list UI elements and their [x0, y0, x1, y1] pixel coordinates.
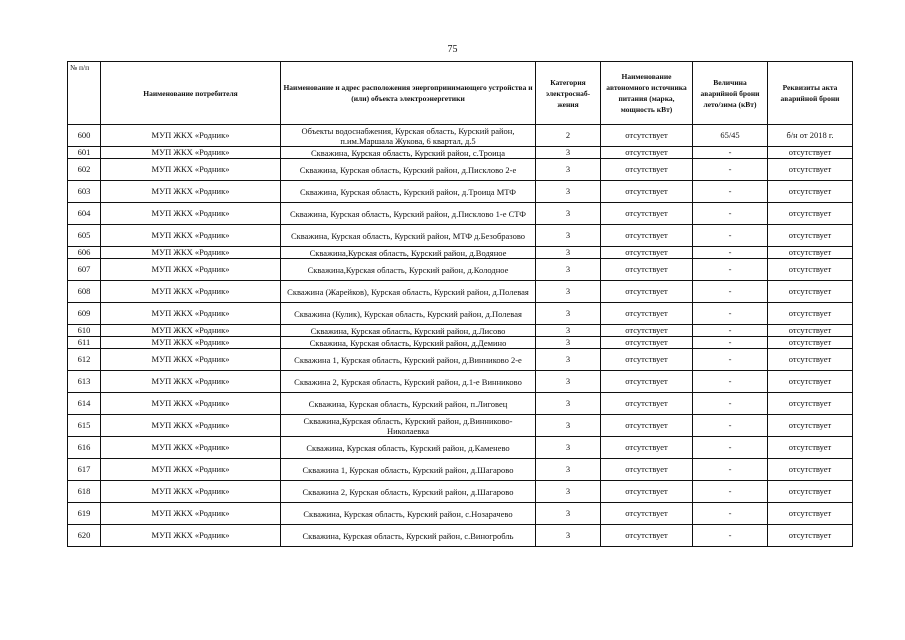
table-row [68, 459, 853, 481]
facilities-table [67, 61, 853, 547]
cell-autonomous-source: отсутствует [601, 259, 693, 281]
cell-autonomous-source: отсутствует [601, 181, 693, 203]
table-header-row [68, 62, 853, 125]
cell-emergency-reserve: - [693, 349, 768, 371]
cell-consumer: МУП ЖКХ «Родник» [101, 503, 281, 525]
table-row [68, 225, 853, 247]
table-row [68, 481, 853, 503]
cell-emergency-reserve: - [693, 393, 768, 415]
cell-address: Объекты водоснабжения, Курская область, Курский район, п.им.Маршала Жукова, 6 квартал, д.5 [281, 125, 536, 147]
cell-address: Скважина, Курская область, Курский район, д.Каменево [281, 437, 536, 459]
table-row [68, 159, 853, 181]
cell-category: 3 [536, 437, 601, 459]
cell-consumer: МУП ЖКХ «Родник» [101, 247, 281, 259]
cell-act-details: отсутствует [768, 393, 853, 415]
cell-autonomous-source: отсутствует [601, 203, 693, 225]
cell-num: 613 [68, 371, 101, 393]
cell-emergency-reserve: - [693, 159, 768, 181]
cell-emergency-reserve: - [693, 415, 768, 437]
cell-autonomous-source: отсутствует [601, 371, 693, 393]
cell-num: 614 [68, 393, 101, 415]
cell-category: 3 [536, 259, 601, 281]
cell-address: Скважина,Курская область, Курский район, д.Винниково-Николаевка [281, 415, 536, 437]
cell-act-details: отсутствует [768, 303, 853, 325]
cell-consumer: МУП ЖКХ «Родник» [101, 303, 281, 325]
table-row [68, 203, 853, 225]
cell-act-details: отсутствует [768, 203, 853, 225]
cell-address: Скважина,Курская область, Курский район, д.Колодное [281, 259, 536, 281]
cell-num: 610 [68, 325, 101, 337]
cell-autonomous-source: отсутствует [601, 281, 693, 303]
cell-consumer: МУП ЖКХ «Родник» [101, 371, 281, 393]
cell-emergency-reserve: - [693, 503, 768, 525]
cell-consumer: МУП ЖКХ «Родник» [101, 181, 281, 203]
cell-consumer: МУП ЖКХ «Родник» [101, 459, 281, 481]
table-row [68, 503, 853, 525]
cell-emergency-reserve: - [693, 225, 768, 247]
cell-category: 3 [536, 459, 601, 481]
cell-act-details: отсутствует [768, 325, 853, 337]
cell-category: 3 [536, 225, 601, 247]
cell-act-details: отсутствует [768, 503, 853, 525]
cell-category: 3 [536, 247, 601, 259]
header-num: № п/п [68, 62, 101, 125]
cell-num: 607 [68, 259, 101, 281]
cell-emergency-reserve: - [693, 181, 768, 203]
cell-act-details: отсутствует [768, 525, 853, 547]
cell-act-details: отсутствует [768, 147, 853, 159]
table-row [68, 259, 853, 281]
table-row [68, 147, 853, 159]
table-row [68, 247, 853, 259]
cell-consumer: МУП ЖКХ «Родник» [101, 159, 281, 181]
cell-act-details: отсутствует [768, 159, 853, 181]
cell-category: 3 [536, 281, 601, 303]
cell-autonomous-source: отсутствует [601, 303, 693, 325]
cell-emergency-reserve: - [693, 203, 768, 225]
cell-act-details: отсутствует [768, 337, 853, 349]
cell-act-details: отсутствует [768, 181, 853, 203]
cell-act-details: отсутствует [768, 481, 853, 503]
cell-emergency-reserve: - [693, 371, 768, 393]
cell-category: 3 [536, 203, 601, 225]
cell-address: Скважина 1, Курская область, Курский район, д.Винниково 2-е [281, 349, 536, 371]
cell-address: Скважина 2, Курская область, Курский район, д.Шагарово [281, 481, 536, 503]
cell-num: 602 [68, 159, 101, 181]
cell-emergency-reserve: - [693, 481, 768, 503]
cell-address: Скважина, Курская область, Курский район, д.Писклово 1-е СТФ [281, 203, 536, 225]
cell-consumer: МУП ЖКХ «Родник» [101, 147, 281, 159]
header-category: Категория электроснаб-жения [536, 62, 601, 125]
cell-autonomous-source: отсутствует [601, 437, 693, 459]
cell-emergency-reserve: - [693, 259, 768, 281]
cell-emergency-reserve: - [693, 281, 768, 303]
cell-act-details: отсутствует [768, 281, 853, 303]
cell-num: 616 [68, 437, 101, 459]
cell-consumer: МУП ЖКХ «Родник» [101, 325, 281, 337]
cell-act-details: отсутствует [768, 415, 853, 437]
cell-emergency-reserve: 65/45 [693, 125, 768, 147]
cell-consumer: МУП ЖКХ «Родник» [101, 225, 281, 247]
cell-num: 606 [68, 247, 101, 259]
cell-act-details: отсутствует [768, 459, 853, 481]
cell-category: 3 [536, 481, 601, 503]
cell-emergency-reserve: - [693, 303, 768, 325]
cell-autonomous-source: отсутствует [601, 337, 693, 349]
cell-emergency-reserve: - [693, 337, 768, 349]
cell-emergency-reserve: - [693, 525, 768, 547]
cell-category: 3 [536, 337, 601, 349]
table-row [68, 371, 853, 393]
cell-address: Скважина 2, Курская область, Курский район, д.1-е Винниково [281, 371, 536, 393]
cell-emergency-reserve: - [693, 459, 768, 481]
cell-num: 618 [68, 481, 101, 503]
cell-num: 608 [68, 281, 101, 303]
table-row [68, 303, 853, 325]
cell-autonomous-source: отсутствует [601, 415, 693, 437]
table-row [68, 181, 853, 203]
cell-category: 3 [536, 303, 601, 325]
cell-category: 3 [536, 415, 601, 437]
cell-category: 2 [536, 125, 601, 147]
cell-consumer: МУП ЖКХ «Родник» [101, 393, 281, 415]
cell-autonomous-source: отсутствует [601, 159, 693, 181]
cell-address: Скважина, Курская область, Курский район, д.Троица МТФ [281, 181, 536, 203]
cell-autonomous-source: отсутствует [601, 525, 693, 547]
cell-consumer: МУП ЖКХ «Родник» [101, 525, 281, 547]
cell-act-details: отсутствует [768, 247, 853, 259]
cell-consumer: МУП ЖКХ «Родник» [101, 125, 281, 147]
table-row [68, 281, 853, 303]
cell-category: 3 [536, 159, 601, 181]
table-row [68, 325, 853, 337]
cell-address: Скважина (Кулик), Курская область, Курский район, д.Полевая [281, 303, 536, 325]
cell-num: 620 [68, 525, 101, 547]
header-autonomous-source: Наименование автономного источника питания (марка, мощность кВт) [601, 62, 693, 125]
cell-num: 600 [68, 125, 101, 147]
cell-category: 3 [536, 525, 601, 547]
cell-consumer: МУП ЖКХ «Родник» [101, 259, 281, 281]
cell-category: 3 [536, 393, 601, 415]
cell-address: Скважина, Курская область, Курский район, д.Демино [281, 337, 536, 349]
table-row [68, 349, 853, 371]
cell-consumer: МУП ЖКХ «Родник» [101, 337, 281, 349]
table-row [68, 337, 853, 349]
cell-address: Скважина, Курская область, Курский район, д.Писклово 2-е [281, 159, 536, 181]
table-row [68, 525, 853, 547]
cell-consumer: МУП ЖКХ «Родник» [101, 437, 281, 459]
cell-address: Скважина,Курская область, Курский район, д.Водяное [281, 247, 536, 259]
cell-category: 3 [536, 503, 601, 525]
cell-consumer: МУП ЖКХ «Родник» [101, 349, 281, 371]
page-number: 75 [447, 44, 458, 55]
cell-autonomous-source: отсутствует [601, 349, 693, 371]
cell-consumer: МУП ЖКХ «Родник» [101, 281, 281, 303]
cell-act-details: отсутствует [768, 225, 853, 247]
table-row [68, 415, 853, 437]
cell-act-details: отсутствует [768, 349, 853, 371]
table-row [68, 125, 853, 147]
cell-category: 3 [536, 371, 601, 393]
header-emergency-reserve: Величина аварийной брони лето/зима (кВт) [693, 62, 768, 125]
header-address: Наименование и адрес расположения энергопринимающего устройства и (или) объекта электроэнергетики [281, 62, 536, 125]
cell-address: Скважина (Жарейков), Курская область, Курский район, д.Полевая [281, 281, 536, 303]
table-row [68, 437, 853, 459]
cell-category: 3 [536, 349, 601, 371]
cell-autonomous-source: отсутствует [601, 325, 693, 337]
cell-autonomous-source: отсутствует [601, 503, 693, 525]
cell-consumer: МУП ЖКХ «Родник» [101, 481, 281, 503]
cell-act-details: отсутствует [768, 371, 853, 393]
cell-address: Скважина, Курская область, Курский район, д.Лисово [281, 325, 536, 337]
cell-address: Скважина, Курская область, Курский район, с.Нозарачево [281, 503, 536, 525]
cell-address: Скважина, Курская область, Курский район, п.Лиговец [281, 393, 536, 415]
cell-autonomous-source: отсутствует [601, 125, 693, 147]
cell-num: 609 [68, 303, 101, 325]
cell-address: Скважина, Курская область, Курский район, МТФ д.Безобразово [281, 225, 536, 247]
cell-autonomous-source: отсутствует [601, 459, 693, 481]
cell-act-details: отсутствует [768, 259, 853, 281]
cell-emergency-reserve: - [693, 247, 768, 259]
cell-num: 605 [68, 225, 101, 247]
cell-act-details: отсутствует [768, 437, 853, 459]
header-act-details: Реквизиты акта аварийной брони [768, 62, 853, 125]
cell-num: 612 [68, 349, 101, 371]
cell-act-details: б/н от 2018 г. [768, 125, 853, 147]
cell-emergency-reserve: - [693, 437, 768, 459]
cell-category: 3 [536, 325, 601, 337]
cell-num: 611 [68, 337, 101, 349]
cell-address: Скважина, Курская область, Курский район, с.Троица [281, 147, 536, 159]
cell-category: 3 [536, 181, 601, 203]
cell-num: 601 [68, 147, 101, 159]
cell-num: 603 [68, 181, 101, 203]
cell-num: 617 [68, 459, 101, 481]
table-row [68, 393, 853, 415]
cell-autonomous-source: отсутствует [601, 481, 693, 503]
header-consumer: Наименование потребителя [101, 62, 281, 125]
cell-autonomous-source: отсутствует [601, 393, 693, 415]
cell-num: 615 [68, 415, 101, 437]
cell-emergency-reserve: - [693, 325, 768, 337]
cell-num: 619 [68, 503, 101, 525]
cell-num: 604 [68, 203, 101, 225]
cell-autonomous-source: отсутствует [601, 247, 693, 259]
cell-consumer: МУП ЖКХ «Родник» [101, 203, 281, 225]
cell-address: Скважина 1, Курская область, Курский район, д.Шагарово [281, 459, 536, 481]
cell-autonomous-source: отсутствует [601, 147, 693, 159]
cell-autonomous-source: отсутствует [601, 225, 693, 247]
cell-category: 3 [536, 147, 601, 159]
cell-consumer: МУП ЖКХ «Родник» [101, 415, 281, 437]
cell-emergency-reserve: - [693, 147, 768, 159]
cell-address: Скважина, Курская область, Курский район, с.Виногробль [281, 525, 536, 547]
